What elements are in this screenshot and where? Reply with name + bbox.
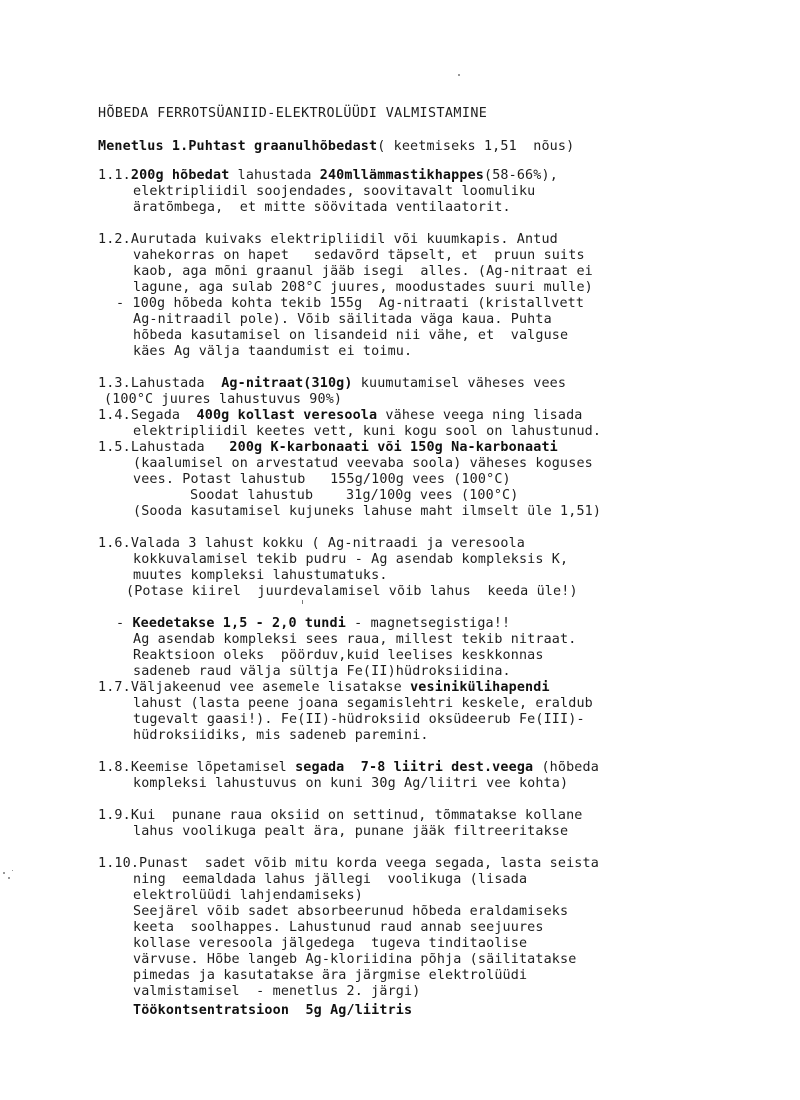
step-1-1-line-2: elektripliidil soojendades, soovitavalt loomuliku bbox=[133, 184, 536, 199]
step-1-10-line: kollase veresoola jälgedega tugeva tinditaolise bbox=[133, 936, 528, 951]
text-span: (hõbeda bbox=[533, 760, 599, 775]
step-1-6-line: 1.6.Valada 3 lahust kokku ( Ag-nitraadi ja veresoola bbox=[98, 536, 526, 551]
step-1-4-line-2: elektripliidil keetes vett, kuni kogu sool on lahustunud. bbox=[133, 424, 602, 439]
step-1-5-line-2: (kaalumisel on arvestatud veevaba soola) väheses koguses bbox=[133, 456, 593, 471]
text-span: 1.3.Lahustada bbox=[98, 376, 222, 391]
text-span: 1.4.Segada bbox=[98, 408, 197, 423]
step-1-9-line: lahus voolikuga pealt ära, punane jääk filtreeritakse bbox=[133, 824, 569, 839]
text-span: 1.7.Väljakeenud vee asemele lisatakse bbox=[98, 680, 411, 695]
bold-phrase: vesinikülihapendi bbox=[410, 680, 550, 695]
step-1-10-line: pimedas ja kasutatakse ära järgmise elektrolüüdi bbox=[133, 968, 528, 983]
step-1-3-line-1 bbox=[98, 376, 566, 392]
menetlus-heading bbox=[98, 139, 574, 155]
step-1-5-line-3: vees. Potast lahustub 155g/100g vees (100°C) bbox=[133, 472, 511, 487]
step-1-10-line-1: 1.10.Punast sadet võib mitu korda veega segada, lasta seista bbox=[98, 856, 599, 871]
step-1-1-line-3: äratõmbega, et mitte söövitada ventilaatorit. bbox=[133, 200, 511, 215]
step-1-2-line: Ag-nitraadil pole). Võib säilitada väga kaua. Puhta bbox=[133, 312, 552, 327]
step-1-10-line: Seejärel võib sadet absorbeerunud hõbeda eraldamiseks bbox=[133, 904, 569, 919]
bold-phrase: 200g hõbedat bbox=[130, 168, 230, 183]
step-1-2-line: - 100g hõbeda kohta tekib 155g Ag-nitraati (kristallvett bbox=[116, 296, 585, 311]
step-1-10-line: värvuse. Hõbe langeb Ag-kloriidina põhja (säilitatakse bbox=[133, 952, 577, 967]
step-1-10-line: valmistamisel - menetlus 2. järgi) bbox=[133, 984, 421, 999]
text-span: 1.5.Lahustada bbox=[98, 440, 230, 455]
step-1-4-line-1 bbox=[98, 408, 583, 424]
step-1-7-line: tugevalt gaasi!). Fe(II)-hüdroksiid oksüdeerub Fe(III)- bbox=[133, 712, 585, 727]
menetlus-heading-bold: Menetlus 1.Puhtast graanulhõbedast bbox=[98, 139, 378, 154]
menetlus-heading-rest: ( keetmiseks 1,51 nõus) bbox=[377, 139, 575, 154]
step-1-2-line: vahekorras on hapet sedavõrd täpselt, et pruun suits bbox=[133, 248, 585, 263]
step-1-2-line: 1.2.Aurutada kuivaks elektripliidil või kuumkapis. Antud bbox=[98, 232, 558, 247]
step-1-3-line-2: (100°C juures lahustuvus 90%) bbox=[104, 392, 343, 407]
step-1-7-line-1 bbox=[98, 680, 550, 696]
text-span: 1.8.Keemise lõpetamisel bbox=[98, 760, 296, 775]
bold-phrase: 200g K-karbonaati või 150g Na-karbonaati bbox=[229, 440, 558, 455]
bold-phrase: 240mllämmastikhappes bbox=[319, 168, 484, 183]
keedetakse-line: sadeneb raud välja sültja Fe(II)hüdroksiidina. bbox=[133, 664, 511, 679]
step-1-6-line: muutes kompleksi lahustumatuks. bbox=[133, 568, 388, 583]
document-title: HÕBEDA FERROTSÜANIID-ELEKTROLÜÜDI VALMISTAMINE bbox=[98, 106, 488, 121]
bold-phrase: 400g kollast veresoola bbox=[196, 408, 378, 423]
text-span: lahustada bbox=[229, 168, 320, 183]
bold-phrase: Keedetakse 1,5 - 2,0 tundi bbox=[132, 616, 346, 631]
keedetakse-line: Reaktsioon oleks pöörduv,kuid leelises keskkonnas bbox=[133, 648, 544, 663]
step-1-9-line: 1.9.Kui punane raua oksiid on settinud, tõmmatakse kollane bbox=[98, 808, 583, 823]
keedetakse-line: Ag asendab kompleksi sees raua, millest tekib nitraat. bbox=[133, 632, 577, 647]
scan-speck bbox=[12, 870, 13, 871]
step-1-7-line: hüdroksiidiks, mis sadeneb paremini. bbox=[133, 728, 429, 743]
step-number: 1.1. bbox=[98, 168, 131, 183]
keedetakse-line-1 bbox=[116, 616, 510, 632]
text-span: (58-66%), bbox=[484, 168, 558, 183]
step-1-5-line-4: Soodat lahustub 31g/100g vees (100°C) bbox=[190, 488, 519, 503]
scan-speck bbox=[8, 877, 10, 879]
step-1-7-line: lahust (lasta peene joana segamislehtri keskele, eraldub bbox=[133, 696, 593, 711]
bold-phrase: segada 7-8 liitri dest.veega bbox=[295, 760, 534, 775]
text-span: vähese veega ning lisada bbox=[377, 408, 583, 423]
step-1-10-line: ning eemaldada lahus jällegi voolikuga (lisada bbox=[133, 872, 528, 887]
step-1-8-line-2: kompleksi lahustuvus on kuni 30g Ag/liitri vee kohta) bbox=[133, 776, 569, 791]
scan-speck bbox=[458, 74, 460, 76]
step-1-6-line-4: (Potase kiirel juurdevalamisel võib lahus keeda üle!) bbox=[126, 584, 578, 599]
step-1-5-line-1 bbox=[98, 440, 558, 456]
step-1-2-line: kaob, aga mõni graanul jääb isegi alles. (Ag-nitraat ei bbox=[133, 264, 593, 279]
scan-speck bbox=[302, 600, 303, 604]
text-span: kuumutamisel väheses vees bbox=[352, 376, 567, 391]
scan-speck bbox=[3, 872, 5, 874]
work-concentration-note: Töökontsentratsioon 5g Ag/liitris bbox=[133, 1003, 413, 1018]
step-1-1-line-1 bbox=[98, 168, 558, 184]
text-span: - magnetsegistiga!! bbox=[345, 616, 511, 631]
bold-phrase: Ag-nitraat(310g) bbox=[221, 376, 353, 391]
step-1-2-line: hõbeda kasutamisel on lisandeid nii vähe, et valguse bbox=[133, 328, 569, 343]
step-1-10-line: elektrolüüdi lahjendamiseks) bbox=[133, 888, 363, 903]
step-1-10-line: keeta soolhappes. Lahustunud raud annab seejuures bbox=[133, 920, 544, 935]
step-1-6-line: kokkuvalamisel tekib pudru - Ag asendab kompleksis K, bbox=[133, 552, 569, 567]
step-1-2-line: lagune, aga sulab 208°C juures, moodustades suuri mulle) bbox=[133, 280, 593, 295]
text-span: - bbox=[116, 616, 133, 631]
step-1-8-line-1 bbox=[98, 760, 599, 776]
step-1-2-line: käes Ag välja taandumist ei toimu. bbox=[133, 344, 413, 359]
step-1-5-line-5: (Sooda kasutamisel kujuneks lahuse maht ilmselt üle 1,51) bbox=[133, 504, 602, 519]
